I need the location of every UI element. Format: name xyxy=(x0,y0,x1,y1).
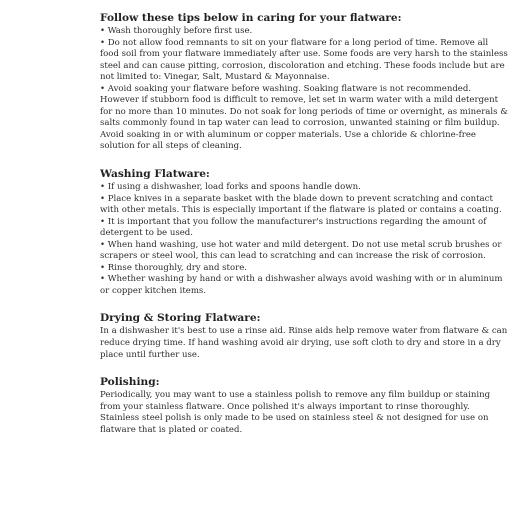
paragraph: Periodically, you may want to use a stainless polish to remove any film buildup or staining from your stainless flatware. Once polished it's always important to rinse thoroughly. Stainless steel polish is only made to be used on stainless steel & not designed for use on flatware that is plated or coated. xyxy=(100,390,491,435)
bullet-item: • Wash thoroughly before first use. xyxy=(100,26,253,36)
paragraph: In a dishwasher it's best to use a rinse aid. Rinse aids help remove water from flatware & can reduce drying time. If hand washing avoid air drying, use soft cloth to dry and store in a dry place until further use. xyxy=(100,326,508,360)
bullet-item: • Avoid soaking your flatware before washing. Soaking flatware is not recommended. However if stubborn food is difficult to remove, let set in warm water with a mild detergent for no more than 10 minutes. Do not soak for long periods of time or overnight, as minerals & salts commonly found in tap water can lead to corrosion, unwanted staining or film buildup. Avoid soaking in or with aluminum or copper materials. Use a chloride & chlorine-free solution for all steps of cleaning. xyxy=(100,83,508,152)
polishing-section xyxy=(100,376,508,436)
bullet-item: • Do not allow food remnants to sit on your flatware for a long period of time. Remove all food soil from your flatware immediately after use. Some foods are very harsh to the stainless steel and can cause pitting, corrosion, discoloration and etching. These foods include but are not limited to: Vinegar, Salt, Mustard & Mayonnaise. xyxy=(100,37,508,83)
washing-section xyxy=(100,168,508,297)
section-heading: Washing Flatware: xyxy=(100,168,210,181)
section-heading: Follow these tips below in caring for your flatware: xyxy=(100,12,402,24)
drying-section xyxy=(100,312,508,361)
bullet-item: • It is important that you follow the manufacturer's instructions regarding the amount of detergent to be used. xyxy=(100,216,487,239)
bullet-item: • Place knives in a separate basket with the blade down to prevent scratching and contact with other metals. This is especially important if the flatware is plated or contains a coating. xyxy=(100,193,502,216)
section-heading: Drying & Storing Flatware: xyxy=(100,312,261,325)
bullet-item: • If using a dishwasher, load forks and spoons handle down. xyxy=(100,182,361,193)
bullet-item: • When hand washing, use hot water and mild detergent. Do not use metal scrub brushes or scrapers or steel wool, this can lead to scratching and can increase the risk of corrosion. xyxy=(100,239,502,262)
section-heading: Polishing: xyxy=(100,376,160,389)
bullet-item: • Whether washing by hand or with a dishwasher always avoid washing with or in aluminum or copper kitchen items. xyxy=(100,274,503,296)
care-tips-section xyxy=(100,12,508,153)
bullet-item: • Rinse thoroughly, dry and store. xyxy=(100,262,247,273)
